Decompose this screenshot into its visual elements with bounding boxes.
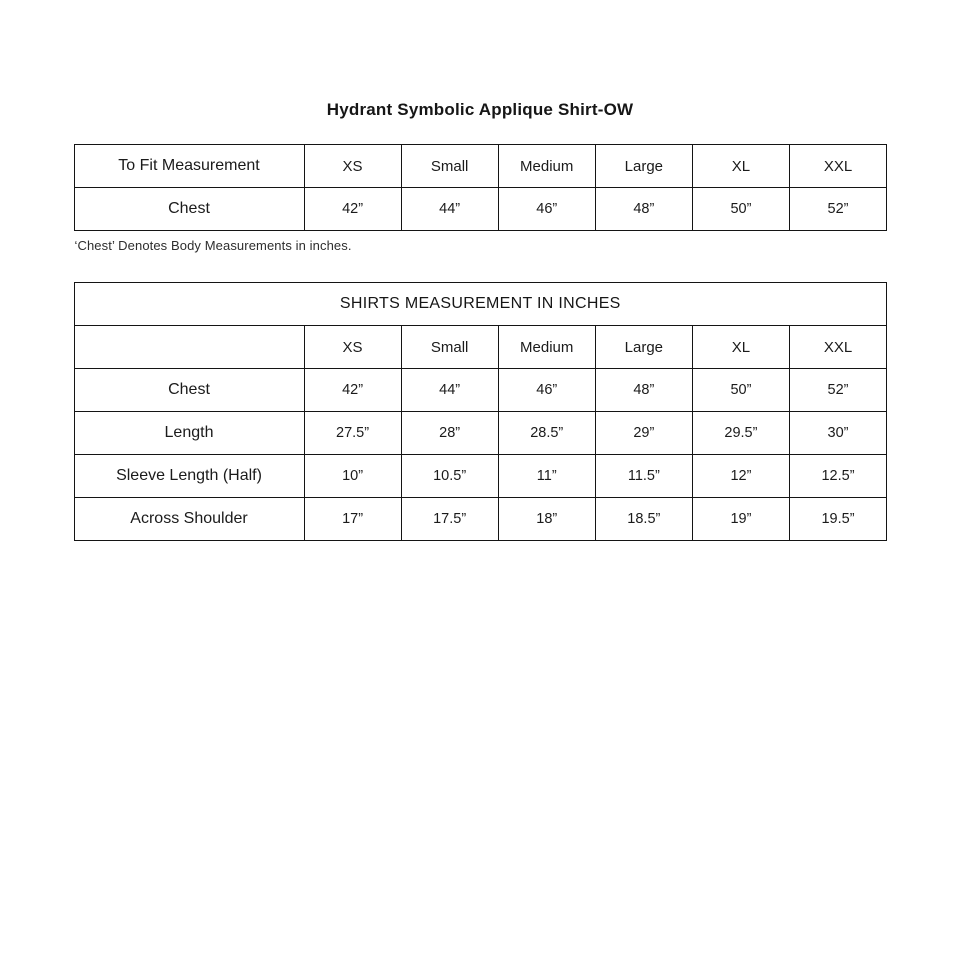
content-wrap (74, 144, 887, 541)
fit-chest-medium: 46” (498, 188, 595, 231)
shirt-header-large: Large (595, 326, 692, 369)
shirt-chest-label: Chest (74, 369, 304, 412)
shirt-row-sleeve-length (74, 455, 887, 498)
shirt-chest-small: 44” (401, 369, 498, 412)
shirt-row-chest (74, 369, 887, 412)
chest-note: ‘Chest’ Denotes Body Measurements in inches. (74, 238, 352, 253)
fit-measurement-table (74, 144, 888, 231)
shirt-sleeve-large: 11.5” (595, 455, 692, 498)
shirt-shoulder-large: 18.5” (595, 498, 692, 541)
shirt-header-xxl: XXL (789, 326, 886, 369)
fit-chest-xxl: 52” (789, 188, 886, 231)
shirt-length-small: 28” (401, 412, 498, 455)
shirt-table-title: SHIRTS MEASUREMENT IN INCHES (74, 283, 887, 326)
fit-chest-label: Chest (74, 188, 304, 231)
fit-chest-xl: 50” (692, 188, 789, 231)
shirt-length-xs: 27.5” (304, 412, 401, 455)
shirt-shoulder-xs: 17” (304, 498, 401, 541)
shirt-chest-large: 48” (595, 369, 692, 412)
shirt-header-empty-cell (74, 326, 304, 369)
shirt-shoulder-small: 17.5” (401, 498, 498, 541)
fit-header-small: Small (401, 145, 498, 188)
shirts-measurement-table (74, 282, 888, 541)
shirt-length-xxl: 30” (789, 412, 886, 455)
shirt-shoulder-medium: 18” (498, 498, 595, 541)
shirt-shoulder-label: Across Shoulder (74, 498, 304, 541)
shirt-length-xl: 29.5” (692, 412, 789, 455)
shirt-table-title-row (74, 283, 887, 326)
fit-table-chest-row (74, 188, 887, 231)
shirt-shoulder-xl: 19” (692, 498, 789, 541)
shirt-header-small: Small (401, 326, 498, 369)
shirt-row-across-shoulder (74, 498, 887, 541)
fit-header-xl: XL (692, 145, 789, 188)
shirt-sleeve-xl: 12” (692, 455, 789, 498)
shirt-sleeve-medium: 11” (498, 455, 595, 498)
fit-chest-xs: 42” (304, 188, 401, 231)
fit-chest-large: 48” (595, 188, 692, 231)
fit-table-header-row (74, 145, 887, 188)
shirt-length-label: Length (74, 412, 304, 455)
shirt-chest-xs: 42” (304, 369, 401, 412)
fit-header-measure: To Fit Measurement (74, 145, 304, 188)
shirt-row-length (74, 412, 887, 455)
shirt-header-xl: XL (692, 326, 789, 369)
shirt-chest-xl: 50” (692, 369, 789, 412)
shirt-header-xs: XS (304, 326, 401, 369)
fit-header-xxl: XXL (789, 145, 886, 188)
fit-header-medium: Medium (498, 145, 595, 188)
shirt-sleeve-xs: 10” (304, 455, 401, 498)
shirt-sleeve-xxl: 12.5” (789, 455, 886, 498)
shirt-shoulder-xxl: 19.5” (789, 498, 886, 541)
shirt-length-medium: 28.5” (498, 412, 595, 455)
shirt-table-size-header-row (74, 326, 887, 369)
shirt-chest-xxl: 52” (789, 369, 886, 412)
fit-header-large: Large (595, 145, 692, 188)
fit-header-xs: XS (304, 145, 401, 188)
shirt-sleeve-label: Sleeve Length (Half) (74, 455, 304, 498)
shirt-header-medium: Medium (498, 326, 595, 369)
shirt-length-large: 29” (595, 412, 692, 455)
page-title: Hydrant Symbolic Applique Shirt-OW (326, 100, 634, 119)
shirt-sleeve-small: 10.5” (401, 455, 498, 498)
fit-chest-small: 44” (401, 188, 498, 231)
shirt-chest-medium: 46” (498, 369, 595, 412)
